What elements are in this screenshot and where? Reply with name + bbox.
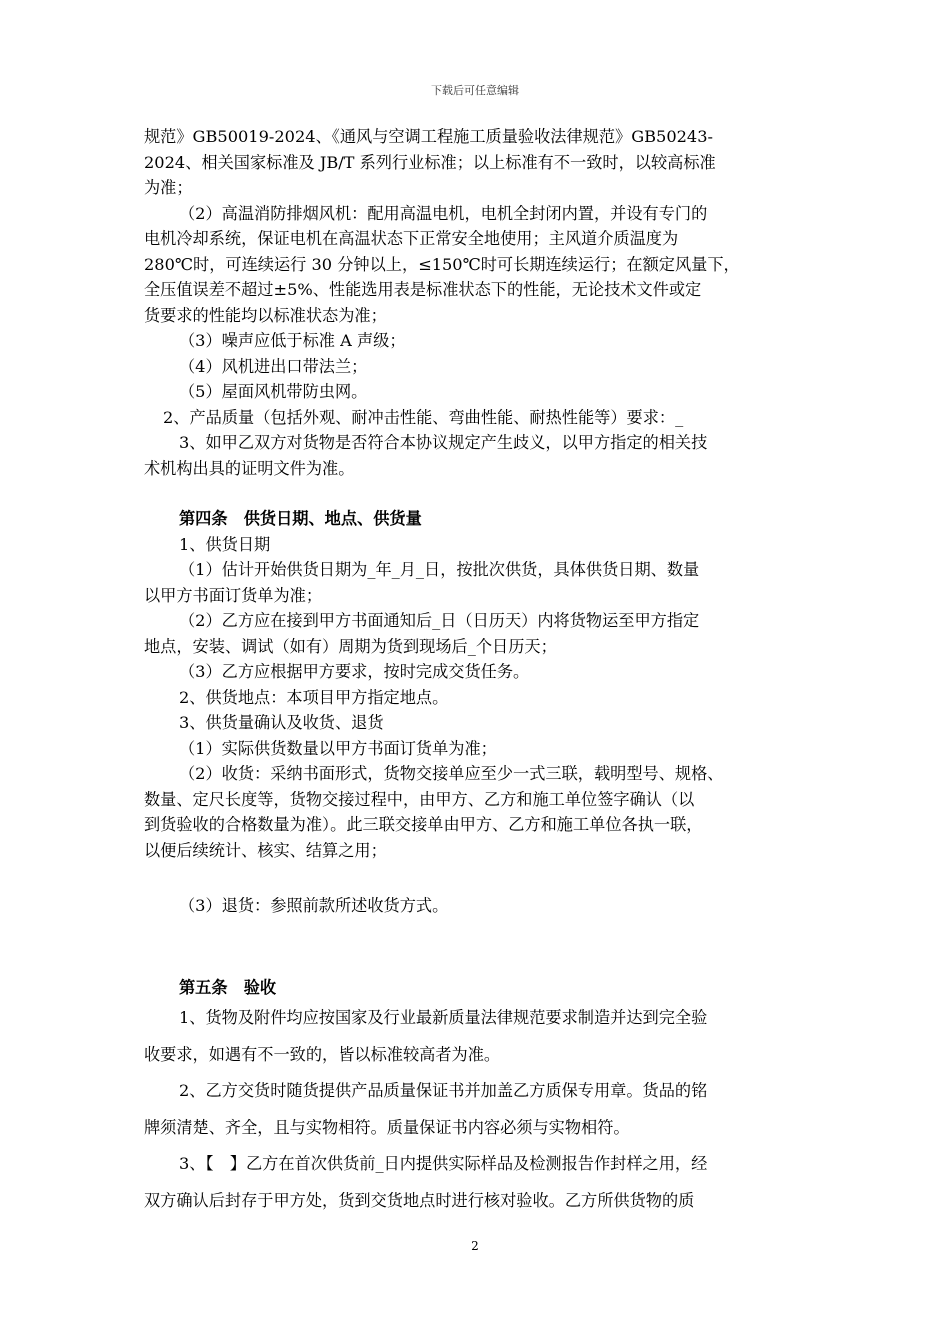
text-line: 3、如甲乙双方对货物是否符合本协议规定产生歧义，以甲方指定的相关技 (179, 433, 708, 452)
text-line: 2、产品质量（包括外观、耐冲击性能、弯曲性能、耐热性能等）要求：_ (163, 407, 684, 427)
text-line: 280℃时，可连续运行 30 分钟以上，≤150℃时可长期连续运行；在额定风量下， (144, 254, 740, 274)
text-line: 为准； (144, 178, 193, 197)
text-line: 3、【 】乙方在首次供货前_日内提供实际样品及检测报告作封样之用，经 (179, 1154, 708, 1173)
section-heading: 第四条 供货日期、地点、供货量 (179, 509, 422, 528)
text-line: （2）乙方应在接到甲方书面通知后_日（日历天）内将货物运至甲方指定 (179, 611, 700, 630)
text-line: 货要求的性能均以标准状态为准； (144, 305, 387, 325)
page-number: 2 (471, 1239, 479, 1253)
section-heading: 第五条 验收 (179, 977, 277, 997)
text-line: （1）估计开始供货日期为_年_月_日，按批次供货，具体供货日期、数量 (179, 560, 700, 579)
text-line: 1、供货日期 (179, 534, 271, 554)
text-line: （1）实际供货数量以甲方书面订货单为准； (179, 738, 497, 758)
document-body (144, 124, 808, 1219)
text-line: 2、乙方交货时随货提供产品质量保证书并加盖乙方质保专用章。货品的铭 (179, 1081, 708, 1100)
text-line: （3）退货：参照前款所述收货方式。 (179, 896, 449, 915)
text-line: （5）屋面风机带防虫网。 (179, 382, 368, 401)
spacer (144, 919, 808, 947)
text-line: （4）风机进出口带法兰； (179, 356, 368, 376)
text-line: 地点，安装、调试（如有）周期为货到现场后_个日历天； (144, 636, 557, 656)
text-line: 以便后续统计、核实、结算之用； (144, 840, 387, 860)
spacer (144, 947, 808, 975)
text-line: 牌须清楚、齐全，且与实物相符。质量保证书内容必须与实物相符。 (144, 1117, 630, 1137)
text-line: （3）乙方应根据甲方要求，按时完成交货任务。 (179, 662, 530, 681)
text-line: （2）收货：采纳书面形式，货物交接单应至少一式三联，载明型号、规格、 (179, 764, 724, 783)
text-line: （3）噪声应低于标准 A 声级； (179, 331, 406, 350)
text-line: 术机构出具的证明文件为准。 (144, 458, 355, 478)
text-line: （2）高温消防排烟风机：配用高温电机，电机全封闭内置，并设有专门的 (179, 203, 708, 223)
text-line: 全压值误差不超过±5%、性能选用表是标准状态下的性能，无论技术文件或定 (144, 280, 702, 299)
text-line: 2024、相关国家标准及 JB/T 系列行业标准；以上标准有不一致时，以较高标准 (144, 152, 716, 172)
text-line: 收要求，如遇有不一致的，皆以标准较高者为准。 (144, 1044, 501, 1064)
spacer (144, 481, 808, 506)
text-line: 到货验收的合格数量为准）。此三联交接单由甲方、乙方和施工单位各执一联， (144, 815, 703, 834)
text-line: 3、供货量确认及收货、退货 (179, 713, 384, 732)
text-line: 规范》GB50019-2024、《通风与空调工程施工质量验收法律规范》GB50243- (144, 127, 713, 146)
text-line: 双方确认后封存于甲方处，货到交货地点时进行核对验收。乙方所供货物的质 (144, 1190, 695, 1210)
page-header: 下载后可任意编辑 (431, 84, 519, 97)
text-line: 电机冷却系统，保证电机在高温状态下正常安全地使用；主风道介质温度为 (144, 229, 679, 248)
text-line: 数量、定尺长度等，货物交接过程中，由甲方、乙方和施工单位签字确认（以 (144, 789, 695, 809)
text-line: 以甲方书面订货单为准； (144, 585, 323, 605)
text-line: 1、货物及附件均应按国家及行业最新质量法律规范要求制造并达到完全验 (179, 1008, 708, 1027)
text-line: 2、供货地点：本项目甲方指定地点。 (179, 687, 449, 707)
spacer (144, 863, 808, 893)
